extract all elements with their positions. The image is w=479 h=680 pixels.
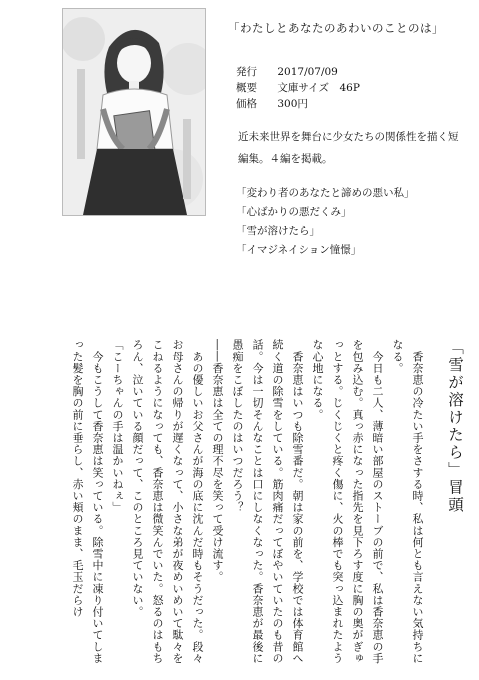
book-description: 近未来世界を舞台に少女たちの関係性を描く短編集。４編を掲載。 [238,131,459,165]
meta-row-price [236,96,308,111]
cover-illustration [62,8,206,216]
excerpt-paragraph: 今もこうして香奈恵は笑っている。除雪中に凍り付いてしまった髪を胸の前に垂らし、赤い頬のまま、毛玉だらけ [71,339,104,664]
meta-value: 2017/07/09 [277,66,338,78]
excerpt-paragraph: 今日も二人、薄暗い部屋のストーブの前で、私は香奈恵の手を包み込む。真っ赤になった指先を見下ろす度に胸の奥がぎゅっとする。じくじくと疼く傷に、火の棒でも突っ込まれたような心地になる。 [311,339,384,664]
excerpt-paragraph: 香奈恵はいつも除雪番だ。朝は家の前を、学校では体育館へ続く道の除雪をしている。筋肉痛だってぼやいていたのも昔の話。今は一切そんなことは口にしなくなった。香奈恵が最後に愚痴をこぼしたのはいつだろう？ [231,339,304,664]
meta-value: 文庫サイズ 46P [277,82,360,94]
meta-row-issued [236,64,338,79]
meta-value: 300円 [277,98,308,110]
book-title: 「わたしとあなたのあわいのことのは」 [228,21,444,35]
meta-key: 発行 [236,66,257,78]
story-title: 「イマジネイション憧憬」 [236,244,362,256]
excerpt-heading: 「雪が溶けたら」冒頭 [446,339,464,514]
story-title: 「変わり者のあなたと諦めの悪い私」 [236,187,415,199]
meta-key: 価格 [236,98,257,110]
excerpt-paragraph: ――香奈恵は全ての理不尽を笑って受け流す。 [211,339,224,583]
story-title: 「雪が溶けたら」 [236,225,320,237]
meta-key: 概要 [236,82,257,94]
meta-row-overview [236,80,360,95]
excerpt-paragraph: 香奈恵の冷たい手をさする時、私は何とも言えない気持ちになる。 [391,339,424,664]
excerpt-paragraph: あの優しいお父さんが海の底に沈んだ時もそうだった。段々お母さんの帰りが遅くなって、小さな弟が夜めいめいて駄々をこねるようになっても、香奈恵は微笑んでいた。怒るのはもちろん、泣いている顔だって、このところ見ていない。 [131,339,204,664]
excerpt-section [20,339,465,669]
excerpt-dialogue: 「こーちゃんの手は温かいねぇ」 [111,339,124,513]
story-title: 「心ばかりの悪だくみ」 [236,206,352,218]
